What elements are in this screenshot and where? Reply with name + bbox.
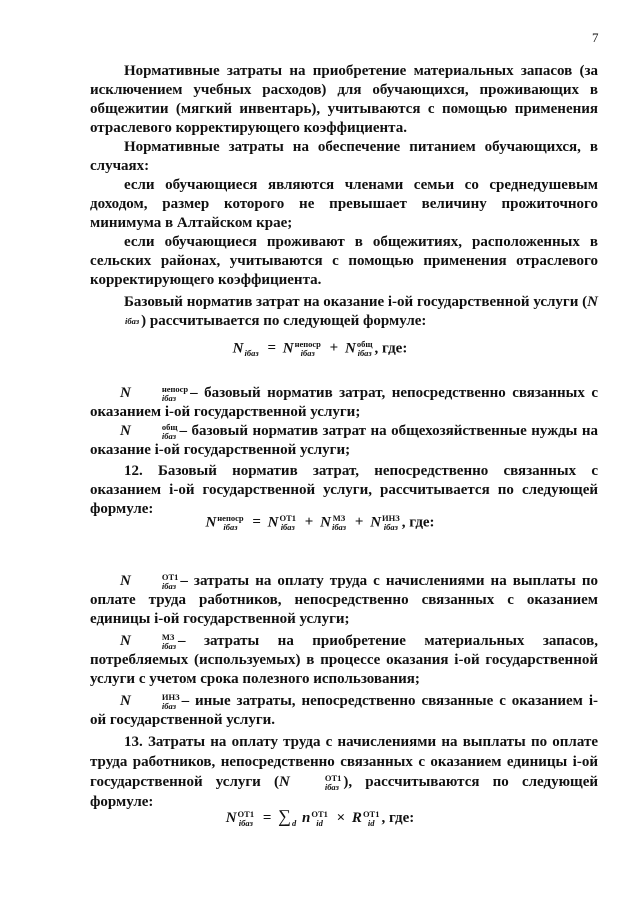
- where-label: , где:: [381, 810, 415, 826]
- paragraph-12: 12. Базовый норматив затрат, непосредственно связанных с оказанием i-ой государственной услуги, рассчитывается по следующей формуле:: [90, 463, 598, 517]
- subscript-ibaz: iбаз: [383, 522, 398, 532]
- superscript-obshch: общ: [356, 339, 373, 349]
- superscript-ot1: ОТ1: [324, 772, 342, 783]
- superscript-mz: МЗ: [332, 513, 346, 523]
- subscript-ibaz: iбаз: [238, 817, 253, 828]
- definition-text: – затраты на приобретение материальных запасов, потребляемых (используемых) в процессе оказания i-ой государственной услуги с учетом срока полезного использования;: [90, 633, 598, 687]
- where-label: , где:: [374, 340, 408, 357]
- symbol-n: N: [267, 514, 279, 531]
- subscript-ibaz: iбаз: [161, 580, 177, 591]
- subscript-id: id: [367, 817, 375, 828]
- sum-subscript-d: d: [291, 817, 297, 828]
- definition-inz: [90, 692, 598, 730]
- superscript-neposr: непоср: [294, 339, 321, 349]
- superscript-inz: ИНЗ: [161, 691, 180, 702]
- definition-mz: [90, 632, 598, 689]
- symbol-n: N: [120, 385, 131, 401]
- superscript-ot1: ОТ1: [237, 808, 255, 819]
- superscript-mz: МЗ: [161, 631, 175, 642]
- superscript-obshch: общ: [161, 421, 178, 432]
- definition-neposr: [90, 384, 598, 422]
- equals-sign: =: [252, 514, 261, 531]
- subscript-ibaz: iбаз: [244, 348, 259, 358]
- where-label: , где:: [401, 514, 435, 531]
- definition-text: – базовый норматив затрат на общехозяйственные нужды на оказание i-ой государственной услуги;: [90, 423, 598, 458]
- subscript-ibaz: iбаз: [161, 392, 177, 403]
- paragraph-base-norm: [90, 293, 598, 331]
- subscript-ibaz: iбаз: [300, 348, 315, 358]
- symbol-n: N: [120, 633, 131, 649]
- paragraph-13-text-after: ), рассчитываются по следующей формуле:: [90, 774, 599, 810]
- paragraph-13: [90, 732, 598, 812]
- superscript-ot1: ОТ1: [279, 513, 297, 523]
- symbol-n: N: [120, 573, 131, 589]
- subscript-ibaz: iбаз: [223, 522, 238, 532]
- definition-text: – базовый норматив затрат, непосредственно связанных с оказанием i-ой государственной услуги;: [90, 385, 598, 420]
- subscript-ibaz: iбаз: [324, 781, 339, 792]
- symbol-n: N: [278, 774, 290, 790]
- subscript-ibaz: iбаз: [161, 640, 177, 651]
- definition-ot1: [90, 572, 598, 629]
- plus-sign: +: [304, 514, 314, 531]
- subscript-id: id: [316, 817, 323, 828]
- symbol-n: N: [344, 340, 356, 357]
- plus-sign: +: [329, 340, 339, 357]
- formula-labor-costs: [0, 806, 640, 828]
- symbol-r: R: [351, 810, 362, 826]
- plus-sign: +: [354, 514, 364, 531]
- times-sign: ×: [336, 810, 346, 826]
- superscript-ot1: ОТ1: [161, 571, 179, 582]
- paragraph-rural-dormitories: если обучающиеся проживают в общежитиях, расположенных в сельских районах, учитываются с помощью применения отраслевого корректирующего коэффициента.: [90, 234, 598, 288]
- symbol-n: N: [320, 514, 331, 531]
- formula-direct-costs: [0, 514, 640, 532]
- subscript-ibaz: iбаз: [357, 348, 372, 358]
- subscript-ibaz: iбаз: [125, 316, 140, 327]
- page-number: 7: [592, 30, 599, 45]
- symbol-n: N: [232, 340, 244, 357]
- base-norm-text-before: Базовый норматив затрат на оказание i-ой государственной услуги (: [124, 294, 588, 310]
- symbol-n: N: [587, 294, 598, 310]
- equals-sign: =: [267, 340, 276, 357]
- symbol-n: N: [225, 810, 237, 826]
- symbol-n: N: [370, 514, 382, 531]
- superscript-ot1: ОТ1: [362, 808, 380, 819]
- subscript-ibaz: iбаз: [280, 522, 295, 532]
- symbol-n-lowercase: n: [301, 810, 311, 826]
- paragraph-family-income: если обучающиеся являются членами семьи со среднедушевым доходом, размер которого не превышает величину прожиточного минимума в Алтайском крае;: [90, 177, 598, 231]
- definition-text: – затраты на оплату труда с начислениями на выплаты по оплате труда работников, непосредственно связанных с оказанием единицы i-ой государственной услуги;: [90, 573, 598, 627]
- paragraph-13-text-before: 13. Затраты на оплату труда с начислениями на выплаты по оплате труда работников, непосредственно связанных с оказанием единицы i-ой государственной услуги (: [90, 734, 598, 790]
- subscript-ibaz: iбаз: [331, 522, 347, 532]
- paragraph-food-provision: Нормативные затраты на обеспечение питанием обучающихся, в случаях:: [90, 139, 598, 174]
- formula-base-norm: [0, 340, 640, 358]
- symbol-n: N: [120, 423, 131, 439]
- base-norm-text-after: ) рассчитывается по следующей формуле:: [141, 313, 427, 329]
- definition-text: – иные затраты, непосредственно связанные с оказанием i-ой государственной услуги.: [90, 693, 598, 728]
- symbol-n: N: [120, 693, 131, 709]
- definition-obshch: [90, 422, 598, 460]
- superscript-ot1: ОТ1: [311, 808, 328, 819]
- sum-symbol: ∑: [278, 806, 291, 826]
- equals-sign: =: [262, 810, 272, 826]
- symbol-n: N: [205, 514, 217, 531]
- superscript-neposr: непоср: [161, 383, 189, 394]
- paragraph-material-stocks: Нормативные затраты на приобретение материальных запасов (за исключением учебных расходов) для обучающихся, проживающих в общежитии (мягкий инвентарь), учитываются с помощью применения отраслевого корректирующего коэффициента.: [90, 63, 598, 136]
- superscript-neposr: непоср: [217, 513, 244, 523]
- subscript-ibaz: iбаз: [161, 430, 177, 441]
- subscript-ibaz: iбаз: [161, 700, 177, 711]
- superscript-inz: ИНЗ: [382, 513, 400, 523]
- symbol-n: N: [282, 340, 294, 357]
